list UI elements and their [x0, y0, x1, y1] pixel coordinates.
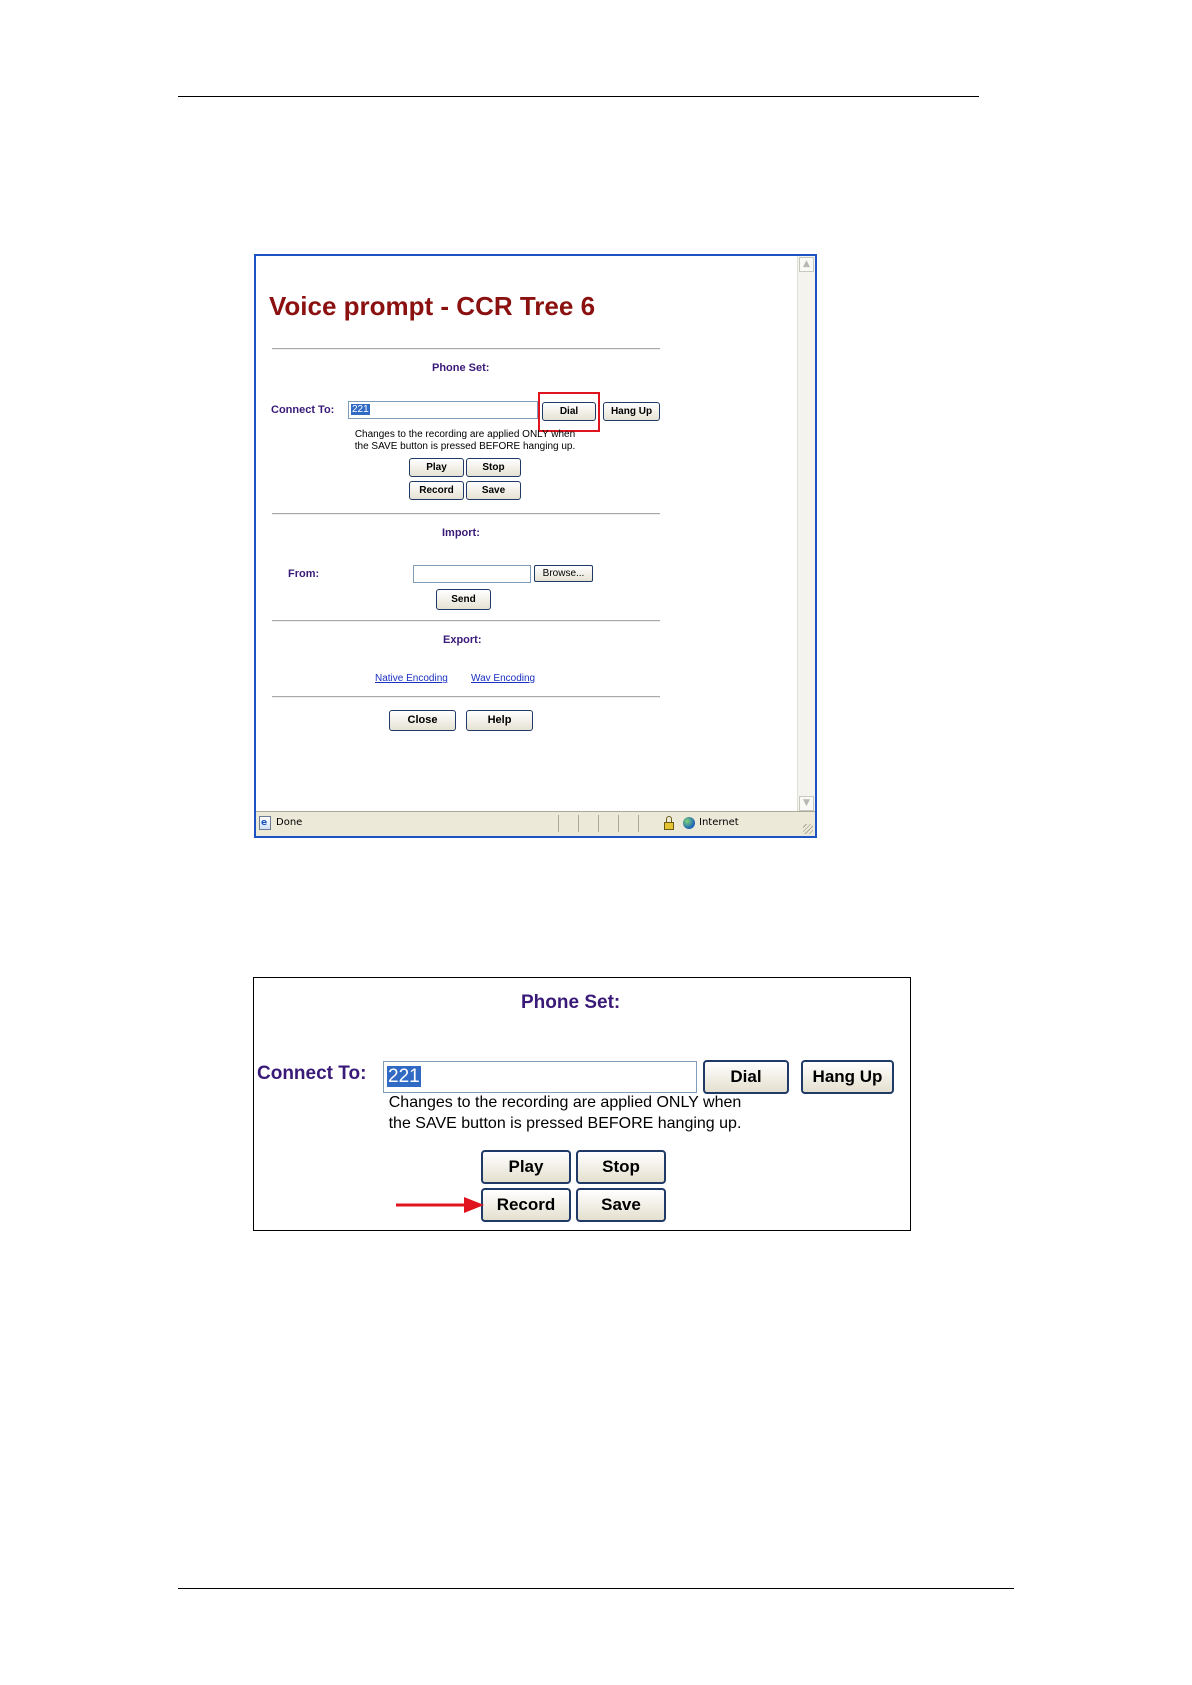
page-header-rule — [178, 96, 979, 97]
save-button[interactable]: Save — [576, 1188, 666, 1222]
dial-highlight-box — [538, 392, 600, 432]
globe-icon — [683, 817, 695, 829]
red-arrow-icon — [394, 1193, 486, 1217]
import-heading: Import: — [442, 527, 480, 539]
divider — [272, 696, 660, 698]
wav-encoding-link[interactable]: Wav Encoding — [471, 673, 536, 684]
resize-grip[interactable] — [803, 824, 813, 834]
status-bar — [256, 811, 815, 836]
connect-to-value: 221 — [388, 1066, 420, 1087]
status-divider — [598, 815, 599, 832]
status-divider — [558, 815, 559, 832]
save-note-line-1: Changes to the recording are applied ONLY when — [354, 429, 576, 440]
vertical-scrollbar[interactable] — [797, 256, 815, 812]
page-content — [256, 256, 798, 812]
dial-button[interactable]: Dial — [703, 1060, 789, 1094]
status-divider — [638, 815, 639, 832]
connect-to-input[interactable] — [348, 401, 538, 419]
chevron-down-icon[interactable]: ▼ — [799, 796, 814, 811]
help-button[interactable]: Help — [466, 710, 533, 731]
divider — [272, 620, 660, 622]
export-heading: Export: — [443, 634, 482, 646]
status-text: Done — [276, 817, 303, 828]
phone-set-heading: Phone Set: — [521, 992, 621, 1013]
connect-to-label: Connect To: — [271, 404, 335, 416]
page-footer-rule — [178, 1588, 1014, 1589]
play-button[interactable]: Play — [409, 458, 464, 477]
browse-button[interactable]: Browse... — [534, 565, 593, 582]
save-note-line-2: the SAVE button is pressed BEFORE hanging up. — [354, 441, 576, 452]
browser-window — [254, 254, 817, 838]
ie-page-icon: e — [259, 816, 271, 830]
from-label: From: — [288, 568, 320, 580]
send-button[interactable]: Send — [436, 589, 491, 610]
connect-to-label: Connect To: — [257, 1063, 367, 1084]
phone-set-heading: Phone Set: — [432, 362, 490, 374]
page-title: Voice prompt - CCR Tree 6 — [269, 291, 596, 321]
play-button[interactable]: Play — [481, 1150, 571, 1184]
save-note — [352, 429, 578, 453]
status-divider — [618, 815, 619, 832]
dial-button[interactable]: Dial — [542, 402, 596, 421]
zoomed-phone-set — [253, 977, 911, 1231]
hang-up-button[interactable]: Hang Up — [603, 402, 660, 421]
connect-to-input[interactable] — [383, 1061, 697, 1093]
divider — [272, 513, 660, 515]
lock-icon — [664, 816, 674, 830]
save-note-line-1: Changes to the recording are applied ONLY when — [388, 1094, 742, 1111]
record-button[interactable]: Record — [409, 481, 464, 500]
record-button[interactable]: Record — [481, 1188, 571, 1222]
hang-up-button[interactable]: Hang Up — [801, 1060, 894, 1094]
status-divider — [578, 815, 579, 832]
connect-to-value: 221 — [352, 404, 369, 415]
stop-button[interactable]: Stop — [576, 1150, 666, 1184]
native-encoding-link[interactable]: Native Encoding — [375, 673, 448, 684]
chevron-up-icon[interactable]: ▲ — [799, 257, 814, 272]
close-button[interactable]: Close — [389, 710, 456, 731]
save-note-line-2: the SAVE button is pressed BEFORE hanging up. — [388, 1115, 742, 1132]
zone-text: Internet — [699, 817, 739, 828]
import-file-input[interactable] — [413, 565, 531, 583]
divider — [272, 348, 660, 350]
stop-button[interactable]: Stop — [466, 458, 521, 477]
save-button[interactable]: Save — [466, 481, 521, 500]
save-note — [385, 1092, 745, 1134]
